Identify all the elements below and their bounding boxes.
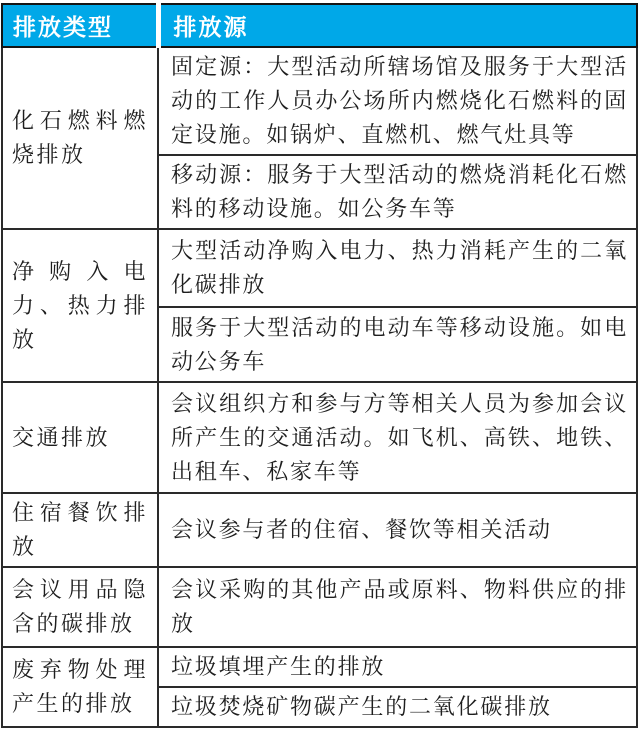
header-emission-type: 排放类型	[2, 4, 158, 47]
emission-type-cell: 废弃物处理产生的排放	[2, 647, 158, 727]
table-row	[2, 47, 637, 155]
header-row	[2, 4, 637, 47]
emission-table	[1, 3, 638, 728]
emission-source-cell: 会议参与者的住宿、餐饮等相关活动	[158, 493, 637, 567]
emission-type-cell: 化石燃料燃烧排放	[2, 47, 158, 229]
table-row	[2, 493, 637, 567]
emission-source-cell: 会议采购的其他产品或原料、物料供应的排放	[158, 567, 637, 647]
table-row	[2, 567, 637, 647]
table-row	[2, 382, 637, 493]
emission-type-cell: 净购入电力、热力排放	[2, 229, 158, 382]
emission-type-cell: 会议用品隐含的碳排放	[2, 567, 158, 647]
emission-type-cell: 住宿餐饮排放	[2, 493, 158, 567]
emission-source-cell: 垃圾焚烧矿物碳产生的二氧化碳排放	[158, 687, 637, 727]
table-row	[2, 229, 637, 307]
emission-source-cell: 固定源：大型活动所辖场馆及服务于大型活动的工作人员办公场所内燃烧化石燃料的固定设施。如锅炉、直燃机、燃气灶具等	[158, 47, 637, 155]
emission-source-cell: 会议组织方和参与方等相关人员为参加会议所产生的交通活动。如飞机、高铁、地铁、出租车、私家车等	[158, 382, 637, 493]
emission-source-cell: 服务于大型活动的电动车等移动设施。如电动公务车	[158, 307, 637, 382]
header-emission-source: 排放源	[158, 4, 637, 47]
emission-source-cell: 垃圾填埋产生的排放	[158, 647, 637, 687]
emission-source-cell: 大型活动净购入电力、热力消耗产生的二氧化碳排放	[158, 229, 637, 307]
emission-source-cell: 移动源：服务于大型活动的燃烧消耗化石燃料的移动设施。如公务车等	[158, 155, 637, 229]
emission-type-cell: 交通排放	[2, 382, 158, 493]
table-row	[2, 647, 637, 687]
